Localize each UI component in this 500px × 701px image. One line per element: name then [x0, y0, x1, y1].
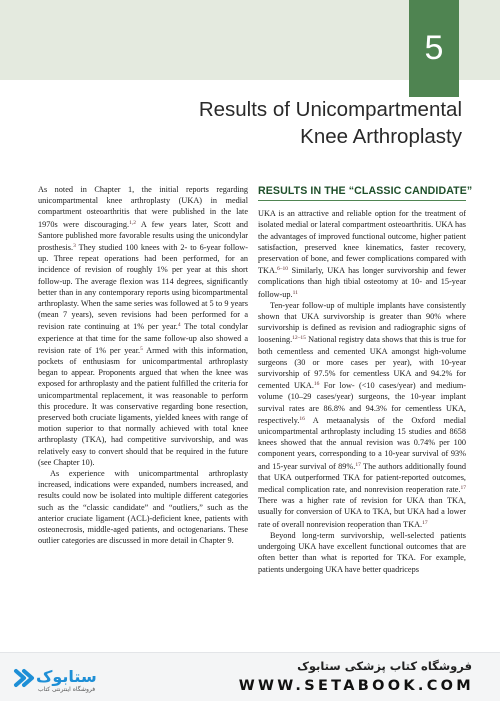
- citation: 3: [73, 243, 76, 250]
- text-run: Similarly, UKA has longer survivorship and fewer complications than high tibial osteotomy at 10- and 15-year follow-up.: [258, 266, 466, 299]
- citation: 6–10: [277, 266, 289, 273]
- text-run: For low- (<10 cases/year) and medium-volume (10–29 cases/year) surgeons, the 10-year implant survival rates are 86.8% and 94.3% for cementless UKA, respectively.: [258, 381, 466, 425]
- left-paragraph-1: [38, 184, 248, 468]
- citation: 16: [299, 415, 305, 422]
- citation: 17: [355, 461, 361, 468]
- text-run: As noted in Chapter 1, the initial reports regarding unicompartmental knee arthroplasty (UKA) in medial compartment osteoarthritis that were published in the late 1970s were discouraging.: [38, 185, 248, 229]
- citation: 16: [313, 381, 320, 388]
- text-run: The authors additionally found that UKA outperformed TKA for patient-reported outcomes, medical complication rate, and nonrevision reoperation rate.: [258, 461, 466, 495]
- left-column: [38, 184, 248, 547]
- watermark-footer: [0, 652, 500, 701]
- logo-text: ستابوک: [36, 667, 97, 686]
- chapter-title-line-2: Knee Arthroplasty: [300, 125, 462, 148]
- right-column: [258, 185, 473, 575]
- setabook-logo: [12, 663, 120, 693]
- store-name: فروشگاه کتاب پزشکی ستابوک: [297, 659, 472, 673]
- text-run: A few years later, Scott and Santore published more favorable results using the unicondylar prosthesis.: [38, 219, 248, 253]
- text-run: A metaanalysis of the Oxford medial unicompartmental arthroplasty including 15 studies and 8658 knees showed that the annual revision was 0.74% per 100 component years, corresponding to a 10-year survival of 93% and 15-year survival of 89%.: [258, 415, 466, 471]
- text-run: They studied 100 knees with 2- to 6-year follow-up. Three repeat operations had been performed, for an incidence of revision of roughly 1% per year at this short follow-up. The average flexion was 114 degrees, significantly better than in any contemporary reports using bicompartmental arthroplasty. When the same series was followed at 5 to 9 years (mean 7 years), seven revisions had been performed for a revision rate continuing at 1% per year.: [38, 243, 248, 332]
- citation: 1,2: [129, 219, 136, 226]
- citation: 17: [460, 485, 466, 492]
- chapter-title-line-1: Results of Unicompartmental: [198, 98, 462, 121]
- chapter-title: [82, 96, 462, 150]
- citation: 5: [140, 345, 143, 352]
- text-run: UKA is an attractive and reliable option for the treatment of isolated medial or lateral compartment osteoarthritis. UKA has the advantages of improved functional outcome, higher patient satisfaction, preserved knee kinematics, faster recovery, preservation of bone, and fewer complications compared with TKA.: [258, 209, 466, 276]
- citation: 11: [292, 289, 298, 296]
- text-run: National registry data shows that this is true for both cementless and cemented UKA amongst high-volume surgeons (30 or more cases per year), with 10-year survivorship of 97.5% for cementless UKA and 94.2% for cemented UKA.: [258, 335, 466, 391]
- right-paragraph-2: [258, 300, 466, 530]
- left-paragraph-2: As experience with unicompartmental arthroplasty increased, indications were expanded, numbers increased, and results could now be isolated into multiple different categories such as the “classic candidate” and “outliers,” such as the anterior cruciate ligament (ACL)-deficient knee, patients with osteonecrosis, middle-aged patients, and octogenarians. These outlier categories are discussed in more detail in Chapter 9.: [38, 469, 248, 546]
- right-paragraph-3: Beyond long-term survivorship, well-selected patients undergoing UKA have excellent functional outcomes that are often better than what is reported for TKA. For example, patients undergoing UKA have better quadriceps: [258, 530, 466, 574]
- section-heading: RESULTS IN THE “CLASSIC CANDIDATE”: [258, 186, 466, 201]
- logo-subtext: فروشگاه اینترنتی کتاب: [38, 686, 96, 693]
- text-run: Armed with this information, pockets of enthusiasm for unicompartmental arthroplasty began to appear. Proponents argued that when the knee was exposed for arthroplasty and the patient fulfilled the criteria for unicompartmental replacement, it was reasonable to perform this procedure. It was conservative regarding bone resection, preserved both cruciate ligaments, yielded knees with range of motion superior to that normally achieved with total knee arthroplasty (TKA), had competitive survivorship, and was relatively easy to convert should that be required in the future (see Chapter 10).: [38, 345, 248, 467]
- text-run: Ten-year follow-up of multiple implants have consistently shown that UKA survivorship is greater than 90% where survivorship is defined as revision and radiographic signs of loosening.: [258, 300, 466, 345]
- text-run: The total condylar experience at that time for the same follow-up also showed a revision rate of 1% per year.: [38, 322, 249, 355]
- store-url[interactable]: WWW.SETABOOK.COM: [238, 678, 474, 694]
- citation: 4: [177, 322, 181, 329]
- citation: 17: [422, 519, 428, 526]
- citation: 12–15: [292, 335, 306, 342]
- chapter-number-badge: 5: [409, 0, 459, 97]
- text-run: There was a higher rate of revision for UKA than TKA, usually for conversion of UKA to TKA, but UKA had a lower rate of overall nonrevision reoperation than TKA.: [258, 496, 466, 529]
- right-paragraph-1: [258, 208, 466, 300]
